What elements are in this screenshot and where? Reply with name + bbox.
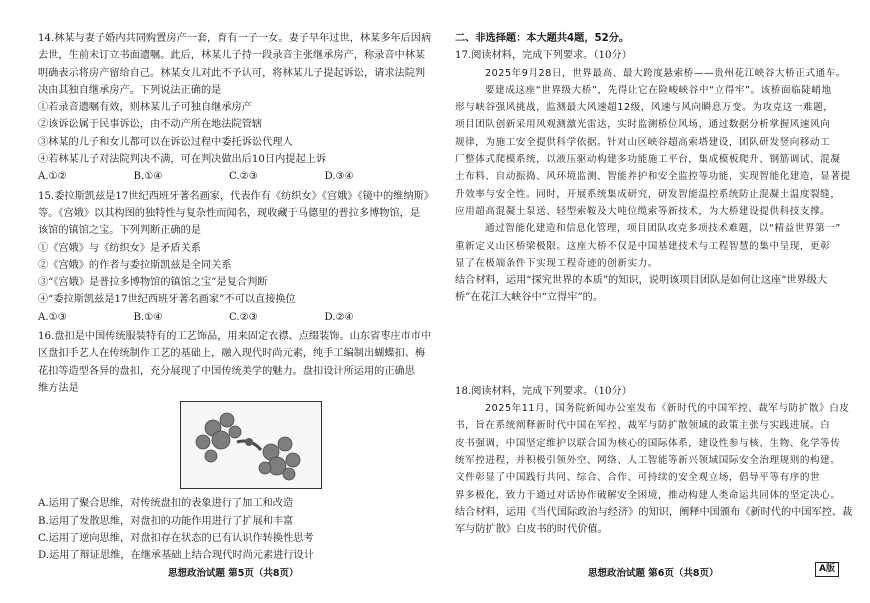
q15-option-a[interactable]: A.①③ xyxy=(38,311,67,323)
chinese-knot-button-icon xyxy=(180,401,322,489)
q14-options xyxy=(38,168,420,185)
question-16 xyxy=(38,328,432,564)
q15-options xyxy=(38,309,420,326)
q16-option-a[interactable]: A.运用了聚合思维，对传统盘扣的表象进行了加工和改造 xyxy=(38,498,294,510)
q14-option-a[interactable]: A.①② xyxy=(38,171,67,183)
q18-material-line: 书，旨在系统阐释新时代中国在军控、裁军与防扩散领域的政策主张与实践进展。白 xyxy=(455,420,831,432)
q14-line: 决由其独自继承房产。下列说法正确的是 xyxy=(38,84,222,96)
q14-option-d[interactable]: D.③④ xyxy=(324,171,354,183)
q14-option-b[interactable]: B.①④ xyxy=(133,171,163,183)
q17-task: 结合材料，运用“探究世界的本质”的知识，说明该项目团队是如何让这座“世界级大 xyxy=(455,275,828,287)
q16-line: 16.盘扣是中国传统服装特有的工艺饰品，用来固定衣襟、点缀装饰。山东省枣庄市市中 xyxy=(38,331,432,343)
q14-line: 去世，生前未订立书面遗嘱。此后，林某儿子持一段录音主张继承房产，称录音中林某 xyxy=(38,50,426,62)
question-15 xyxy=(38,188,434,326)
answer-space xyxy=(455,309,838,383)
q14-statement: ①若录音遗嘱有效，则林某儿子可独自继承房产 xyxy=(38,102,252,114)
question-14 xyxy=(38,30,432,186)
q15-statement: ④“委拉斯凯兹是17世纪西班牙著名画家”不可以直接换位 xyxy=(38,294,296,306)
q17-material-line: 形与峡谷强风挑战，监测最大风速超12级，风速与风向瞬息万变。为攻克这一难题， xyxy=(455,102,834,114)
q17-material-line: 显了在极端条件下实现工程奇迹的创新实力。 xyxy=(455,257,658,269)
q16-line: 区盘扣手艺人在传统制作工艺的基础上，融入现代时尚元素，纯手工编制出蝴蝶扣、梅 xyxy=(38,348,426,360)
q16-line: 花扣等造型各异的盘扣，充分展现了中国传统美学的魅力。盘扣设计所运用的正确思 xyxy=(38,365,415,377)
question-17 xyxy=(455,47,851,306)
q17-head: 17.阅读材料，完成下列要求。（10分） xyxy=(455,50,632,62)
q15-line: 等。《宫娥》以其构图的独特性与复杂性而闻名，现收藏于马德里的普拉多博物馆，是 xyxy=(38,207,421,219)
q17-material-line: 厂整体式爬模系统，以液压驱动构建多功能施工平台，集成模板爬升、钢筋调试、混凝 xyxy=(455,154,841,166)
q16-line: 维方法是 xyxy=(38,382,79,394)
q17-material-line: 2025年9月28日，世界最高、最大跨度悬索桥——贵州花江峡谷大桥正式通车。 xyxy=(485,67,847,79)
left-column xyxy=(38,30,434,566)
q18-material-line: 2025年11月，国务院新闻办公室发布《新时代的中国军控、裁军与防扩散》白皮 xyxy=(485,403,850,415)
q14-option-c[interactable]: C.②③ xyxy=(229,171,258,183)
q14-line: 14.林某与妻子婚内共同购置房产一套，育有一子一女。妻子早年过世，林某多年后因病 xyxy=(38,33,432,44)
q17-material-line: 重新定义山区桥梁极限。这座大桥不仅是中国基建技术与工程智慧的集中呈现，更彰 xyxy=(455,240,831,252)
q17-material-line: 通过智能化建造和信息化管理，项目团队攻克多项技术难题，以“精益世界第一” xyxy=(485,223,841,235)
q17-material-line: 要建成这座“世界级大桥”，先得让它在险峻峡谷中“立得牢”。该桥面临陡峭地 xyxy=(485,84,832,96)
q15-line: 15.委拉斯凯兹是17世纪西班牙著名画家，代表作有《纺织女》《宫娥》《镜中的维纳斯》 xyxy=(38,190,434,202)
question-18 xyxy=(455,383,853,539)
q18-material-line: 文件彰显了中国践行共同、综合、合作、可持续的安全观立场，倡导平等有序的世 xyxy=(455,472,821,484)
page-footer-right: 思想政治试题 第6页（共8页） xyxy=(588,568,719,579)
q18-task: 结合材料，运用《当代国际政治与经济》的知识，阐释中国颁布《新时代的中国军控、裁 xyxy=(455,506,853,518)
q17-material-line: 规律，为施工安全提供科学依据。针对山区峡谷超高索塔建设，团队研发竖向移动工 xyxy=(455,136,831,148)
q18-head: 18.阅读材料，完成下列要求。（10分） xyxy=(455,385,632,397)
pankou-drawing xyxy=(181,402,321,488)
q18-material-line: 统军控进程，并积极引领外空、网络、人工智能等新兴领域国际安全治理规则的构建。 xyxy=(455,454,841,466)
q18-material-line: 界多极化，致力于通过对话协作破解安全困境，推动构建人类命运共同体的坚定决心。 xyxy=(455,489,841,501)
q16-option-d[interactable]: D.运用了辩证思维，在继承基础上结合现代时尚元素进行设计 xyxy=(38,550,314,562)
q18-task: 军与防扩散》白皮书的时代价值。 xyxy=(455,524,608,536)
q15-statement: ③“《宫娥》是普拉多博物馆的镇馆之宝”是复合判断 xyxy=(38,277,268,289)
section-title: 二、非选择题：本大题共4题，52分。 xyxy=(455,33,630,44)
q15-line: 该馆的镇馆之宝。下列判断正确的是 xyxy=(38,225,201,237)
right-column xyxy=(455,30,853,540)
q17-material xyxy=(455,65,851,273)
page-footer-left: 思想政治试题 第5页（共8页） xyxy=(168,568,299,579)
q14-statement: ②该诉讼属于民事诉讼，由不动产所在地法院管辖 xyxy=(38,119,263,131)
version-badge: A版 xyxy=(815,562,839,577)
q16-option-c[interactable]: C.运用了逆向思维，对盘扣存在状态的已有认识作转换性思考 xyxy=(38,532,314,544)
q17-material-line: 项目团队创新采用风观测激光雷达，实时监测桥位风场，通过数据分析掌握风速风向 xyxy=(455,119,831,131)
q15-option-c[interactable]: C.②③ xyxy=(229,311,258,323)
q14-line: 明确表示将房产留给自己。林某女儿对此不予认可，将林某儿子提起诉讼，请求法院判 xyxy=(38,67,426,79)
q16-option-b[interactable]: B.运用了发散思维，对盘扣的功能作用进行了扩展和丰富 xyxy=(38,515,294,527)
q17-material-line: 应用超高混凝土泵送、轻型索鞍及大吨位缆索等新技术，为大桥建设提供科技支撑。 xyxy=(455,205,831,217)
q15-option-b[interactable]: B.①④ xyxy=(133,311,163,323)
q18-material xyxy=(455,400,850,504)
q17-material-line: 土布料、自动振捣、风环境监测、智能养护和安全监控等功能，实现智能化建造，显著提 xyxy=(455,171,851,183)
q15-statement: ①《宫娥》与《纺织女》是矛盾关系 xyxy=(38,242,201,254)
q15-statement: ②《宫娥》的作者与委拉斯凯兹是全同关系 xyxy=(38,259,232,271)
q15-option-d[interactable]: D.②④ xyxy=(324,311,354,323)
q14-statement: ③林某的儿子和女儿都可以在诉讼过程中委托诉讼代理人 xyxy=(38,136,293,148)
q14-statement: ④若林某儿子对法院判决不满，可在判决做出后10日内提起上诉 xyxy=(38,154,327,166)
q17-material-line: 升效率与安全性。同时，开展系统集成研究，研发智能温控系统防止混凝土温度裂缝， xyxy=(455,188,841,200)
q17-task: 桥”在花江大峡谷中“立得牢”的。 xyxy=(455,292,604,304)
q18-material-line: 皮书强调，中国坚定维护以联合国为核心的国际体系，建设性参与核、生物、化学等传 xyxy=(455,437,841,449)
